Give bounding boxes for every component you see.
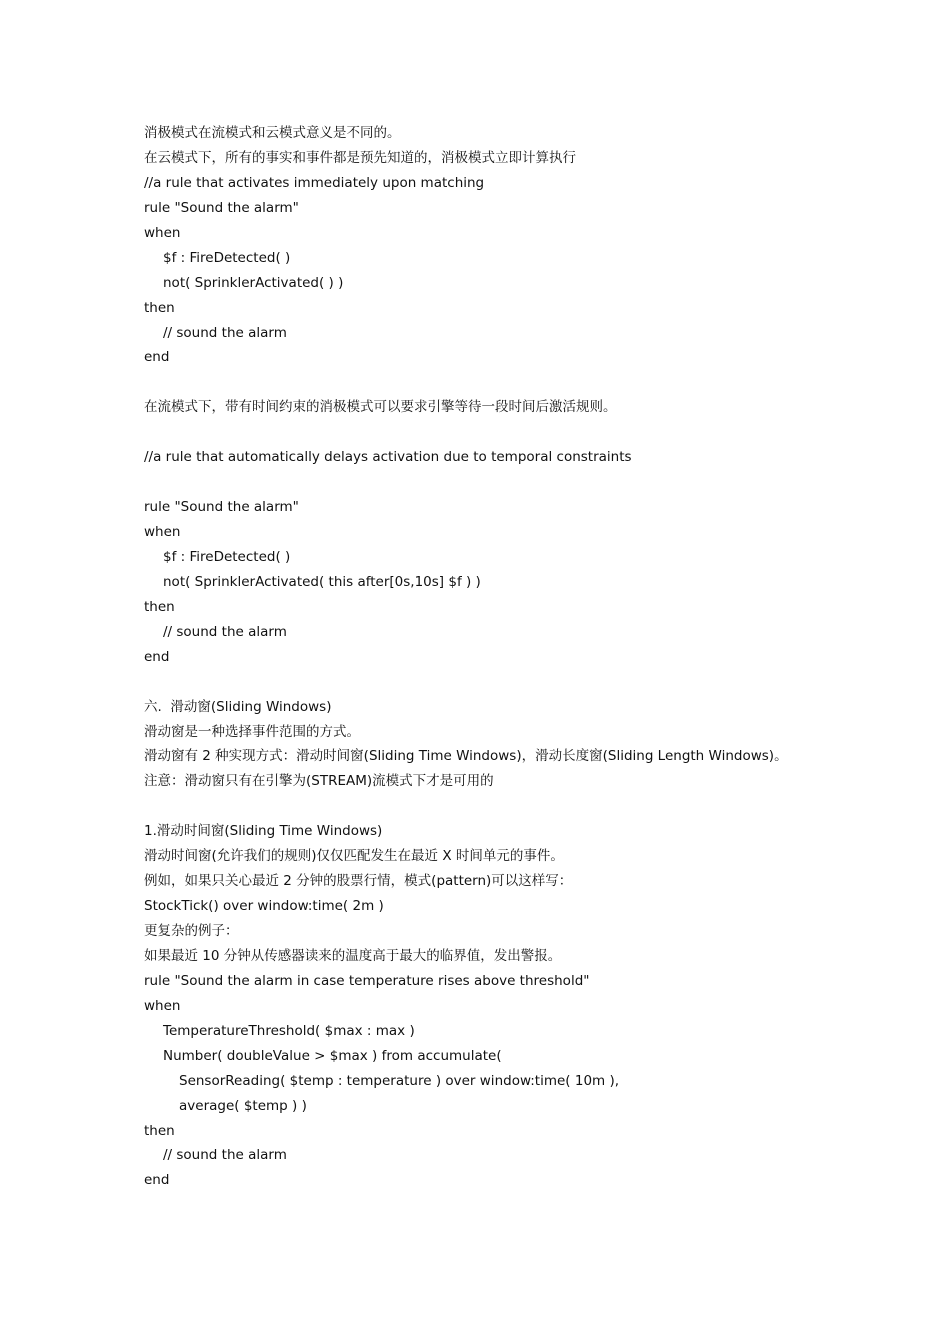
text-line: 在云模式下，所有的事实和事件都是预先知道的，消极模式立即计算执行 xyxy=(144,149,576,166)
blank-line xyxy=(144,670,924,695)
text-line: 如果最近 10 分钟从传感器读来的温度高于最大的临界值，发出警报。 xyxy=(144,947,562,964)
text-line: end xyxy=(144,1172,170,1189)
text-line: then xyxy=(144,299,175,316)
text-line: Number( doubleValue > $max ) from accumulate( xyxy=(163,1047,502,1064)
text-line: not( SprinklerActivated( ) ) xyxy=(163,274,344,291)
text-line: when xyxy=(144,524,181,540)
text-line: 例如，如果只关心最近 2 分钟的股票行情，模式(pattern)可以这样写： xyxy=(144,873,573,890)
text-line: 消极模式在流模式和云模式意义是不同的。 xyxy=(144,125,401,141)
text-line: end xyxy=(144,648,170,665)
text-line: // sound the alarm xyxy=(163,324,287,341)
text-line: rule "Sound the alarm" xyxy=(144,199,299,216)
text-line: 注意：滑动窗只有在引擎为(STREAM)流模式下才是可用的 xyxy=(144,773,494,790)
text-line: 滑动时间窗(允许我们的规则)仅仅匹配发生在最近 X 时间单元的事件。 xyxy=(144,848,564,865)
text-line: end xyxy=(144,349,170,366)
text-line: 更复杂的例子： xyxy=(144,923,239,939)
blank-line xyxy=(144,370,924,395)
text-line: TemperatureThreshold( $max : max ) xyxy=(163,1022,415,1039)
text-line: SensorReading( $temp : temperature ) over window:time( 10m ), xyxy=(179,1072,620,1089)
text-line: $f : FireDetected( ) xyxy=(163,249,291,266)
text-line: average( $temp ) ) xyxy=(179,1097,307,1114)
blank-line xyxy=(144,420,924,445)
text-line: then xyxy=(144,1122,175,1139)
text-line: 滑动窗是一种选择事件范围的方式。 xyxy=(144,723,360,740)
text-line: not( SprinklerActivated( this after[0s,10s] $f ) ) xyxy=(163,573,481,590)
text-line: 六. 滑动窗(Sliding Windows) xyxy=(144,698,332,715)
text-line: rule "Sound the alarm" xyxy=(144,499,299,516)
text-line: 滑动窗有 2 种实现方式：滑动时间窗(Sliding Time Windows)，滑动长度窗(Sliding Length Windows)。 xyxy=(144,748,788,765)
text-line: rule "Sound the alarm in case temperature rises above threshold" xyxy=(144,972,590,989)
text-line: // sound the alarm xyxy=(163,1147,287,1164)
text-line: when xyxy=(144,997,181,1014)
text-line: then xyxy=(144,598,175,615)
text-line: 1.滑动时间窗(Sliding Time Windows) xyxy=(144,823,383,840)
document-body xyxy=(144,121,924,1193)
blank-line xyxy=(144,470,924,495)
blank-line xyxy=(144,794,924,819)
text-line: $f : FireDetected( ) xyxy=(163,548,291,565)
text-line: // sound the alarm xyxy=(163,623,287,640)
text-line: when xyxy=(144,224,181,241)
text-line: 在流模式下，带有时间约束的消极模式可以要求引擎等待一段时间后激活规则。 xyxy=(144,399,617,416)
text-line: StockTick() over window:time( 2m ) xyxy=(144,898,384,915)
text-line: //a rule that automatically delays activation due to temporal constraints xyxy=(144,449,632,466)
text-line: //a rule that activates immediately upon matching xyxy=(144,174,485,191)
